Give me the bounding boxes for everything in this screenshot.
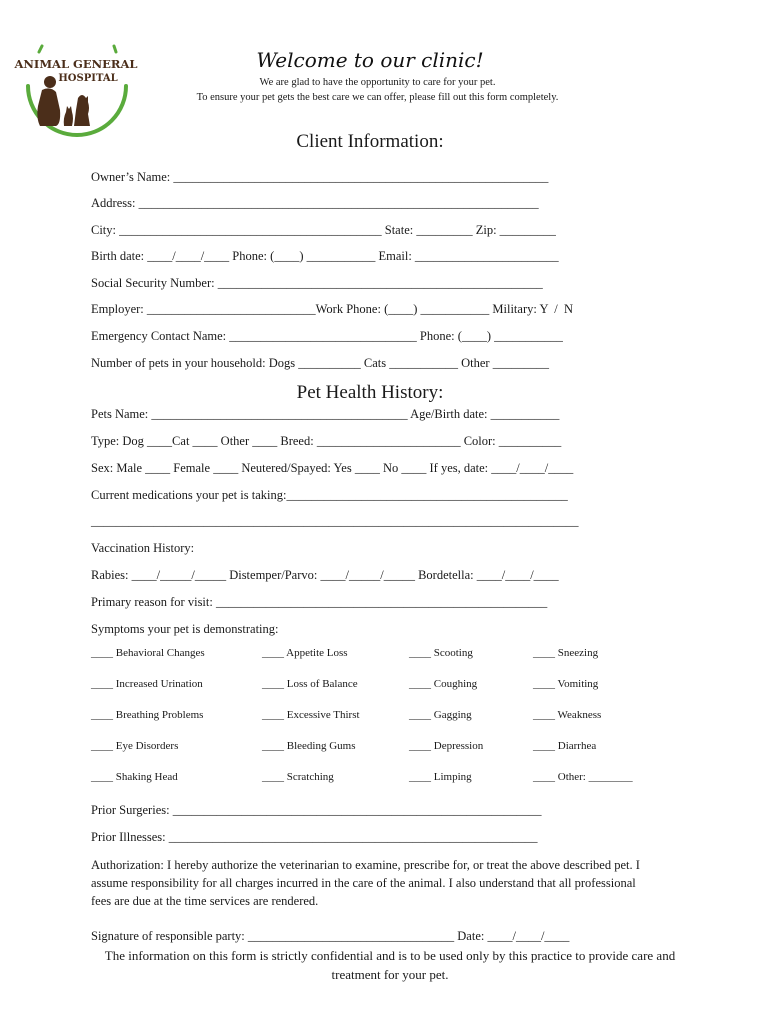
intro-line-1: We are glad to have the opportunity to care for your pet. <box>259 77 496 88</box>
pet-name-field[interactable]: Pets Name: _________________________________________ Age/Birth date: ___________ <box>91 407 560 421</box>
symptom-item[interactable]: ____ Scooting <box>409 647 473 659</box>
symptom-item[interactable]: ____ Bleeding Gums <box>262 740 356 752</box>
logo-line-2: HOSPITAL <box>58 73 118 84</box>
symptom-item[interactable]: ____ Shaking Head <box>91 771 178 783</box>
prior-illnesses-field[interactable]: Prior Illnesses: ___________________________________________________________ <box>91 830 538 844</box>
medications-field[interactable]: Current medications your pet is taking:_____________________________________________ <box>91 488 568 502</box>
logo-line-1: ANIMAL GENERAL <box>14 57 138 71</box>
authorization-text: Authorization: I hereby authorize the veterinarian to examine, prescribe for, or treat the above described pet. I assume responsibility for all charges incurred in the care of the animal. I also understand that all professional fees are due at the time services are rendered. <box>91 858 640 908</box>
symptom-item[interactable]: ____ Depression <box>409 740 484 752</box>
symptom-item[interactable]: ____ Diarrhea <box>533 740 597 752</box>
symptom-item[interactable]: ____ Eye Disorders <box>91 740 179 752</box>
address-field[interactable]: Address: ________________________________________________________________ <box>91 196 539 210</box>
medications-field-cont[interactable]: ______________________________________________________________________________ <box>91 514 579 528</box>
city-state-zip-field[interactable]: City: __________________________________________ State: _________ Zip: _________ <box>91 223 556 237</box>
symptom-item[interactable]: ____ Increased Urination <box>91 678 203 690</box>
client-info-heading: Client Information: <box>296 131 444 152</box>
symptom-item[interactable]: ____ Vomiting <box>533 678 599 690</box>
pet-health-heading: Pet Health History: <box>296 382 444 403</box>
symptom-item[interactable]: ____ Appetite Loss <box>262 647 348 659</box>
employer-field[interactable]: Employer: ___________________________Work Phone: (____) ___________ Military: Y / N <box>91 302 574 316</box>
page-title: Welcome to our clinic! <box>256 48 484 72</box>
cat-silhouette-icon <box>64 106 73 126</box>
visit-reason-field[interactable]: Primary reason for visit: _____________________________________________________ <box>91 595 548 609</box>
symptom-item[interactable]: ____ Gagging <box>409 709 472 721</box>
symptoms-heading: Symptoms your pet is demonstrating: <box>91 622 279 636</box>
symptom-item[interactable]: ____ Sneezing <box>533 647 599 659</box>
prior-surgeries-field[interactable]: Prior Surgeries: ___________________________________________________________ <box>91 803 542 817</box>
intro-line-2: To ensure your pet gets the best care we can offer, please fill out this form completely. <box>196 92 559 103</box>
symptom-item[interactable]: ____ Coughing <box>409 678 478 690</box>
pet-type-field[interactable]: Type: Dog ____Cat ____ Other ____ Breed: _______________________ Color: __________ <box>91 434 562 448</box>
vaccination-heading: Vaccination History: <box>91 541 195 555</box>
symptom-item[interactable]: ____ Breathing Problems <box>91 709 204 721</box>
symptom-item[interactable]: ____ Other: ________ <box>533 771 633 783</box>
pet-sex-field[interactable]: Sex: Male ____ Female ____ Neutered/Spayed: Yes ____ No ____ If yes, date: ____/____/____ <box>91 461 574 475</box>
birth-phone-email-field[interactable]: Birth date: ____/____/____ Phone: (____) ___________ Email: _______________________ <box>91 249 559 263</box>
pets-count-field[interactable]: Number of pets in your household: Dogs __________ Cats ___________ Other _________ <box>91 356 549 370</box>
symptom-item[interactable]: ____ Behavioral Changes <box>91 647 205 659</box>
signature-field[interactable]: Signature of responsible party: _________________________________ Date: ____/____/____ <box>91 929 570 943</box>
vaccination-field[interactable]: Rabies: ____/_____/_____ Distemper/Parvo: ____/_____/_____ Bordetella: ____/____/____ <box>91 568 559 582</box>
emergency-contact-field[interactable]: Emergency Contact Name: ______________________________ Phone: (____) ___________ <box>91 329 563 343</box>
owner-name-field[interactable]: Owner’s Name: ____________________________________________________________ <box>91 170 549 184</box>
confidentiality-notice: The information on this form is strictly confidential and is to be used only by this practice to provide care and treatment for your pet. <box>104 948 676 982</box>
symptom-item[interactable]: ____ Limping <box>409 771 472 783</box>
symptom-item[interactable]: ____ Loss of Balance <box>262 678 358 690</box>
symptom-item[interactable]: ____ Excessive Thirst <box>262 709 360 721</box>
symptom-item[interactable]: ____ Weakness <box>533 709 602 721</box>
symptom-item[interactable]: ____ Scratching <box>262 771 334 783</box>
ssn-field[interactable]: Social Security Number: ____________________________________________________ <box>91 276 543 290</box>
